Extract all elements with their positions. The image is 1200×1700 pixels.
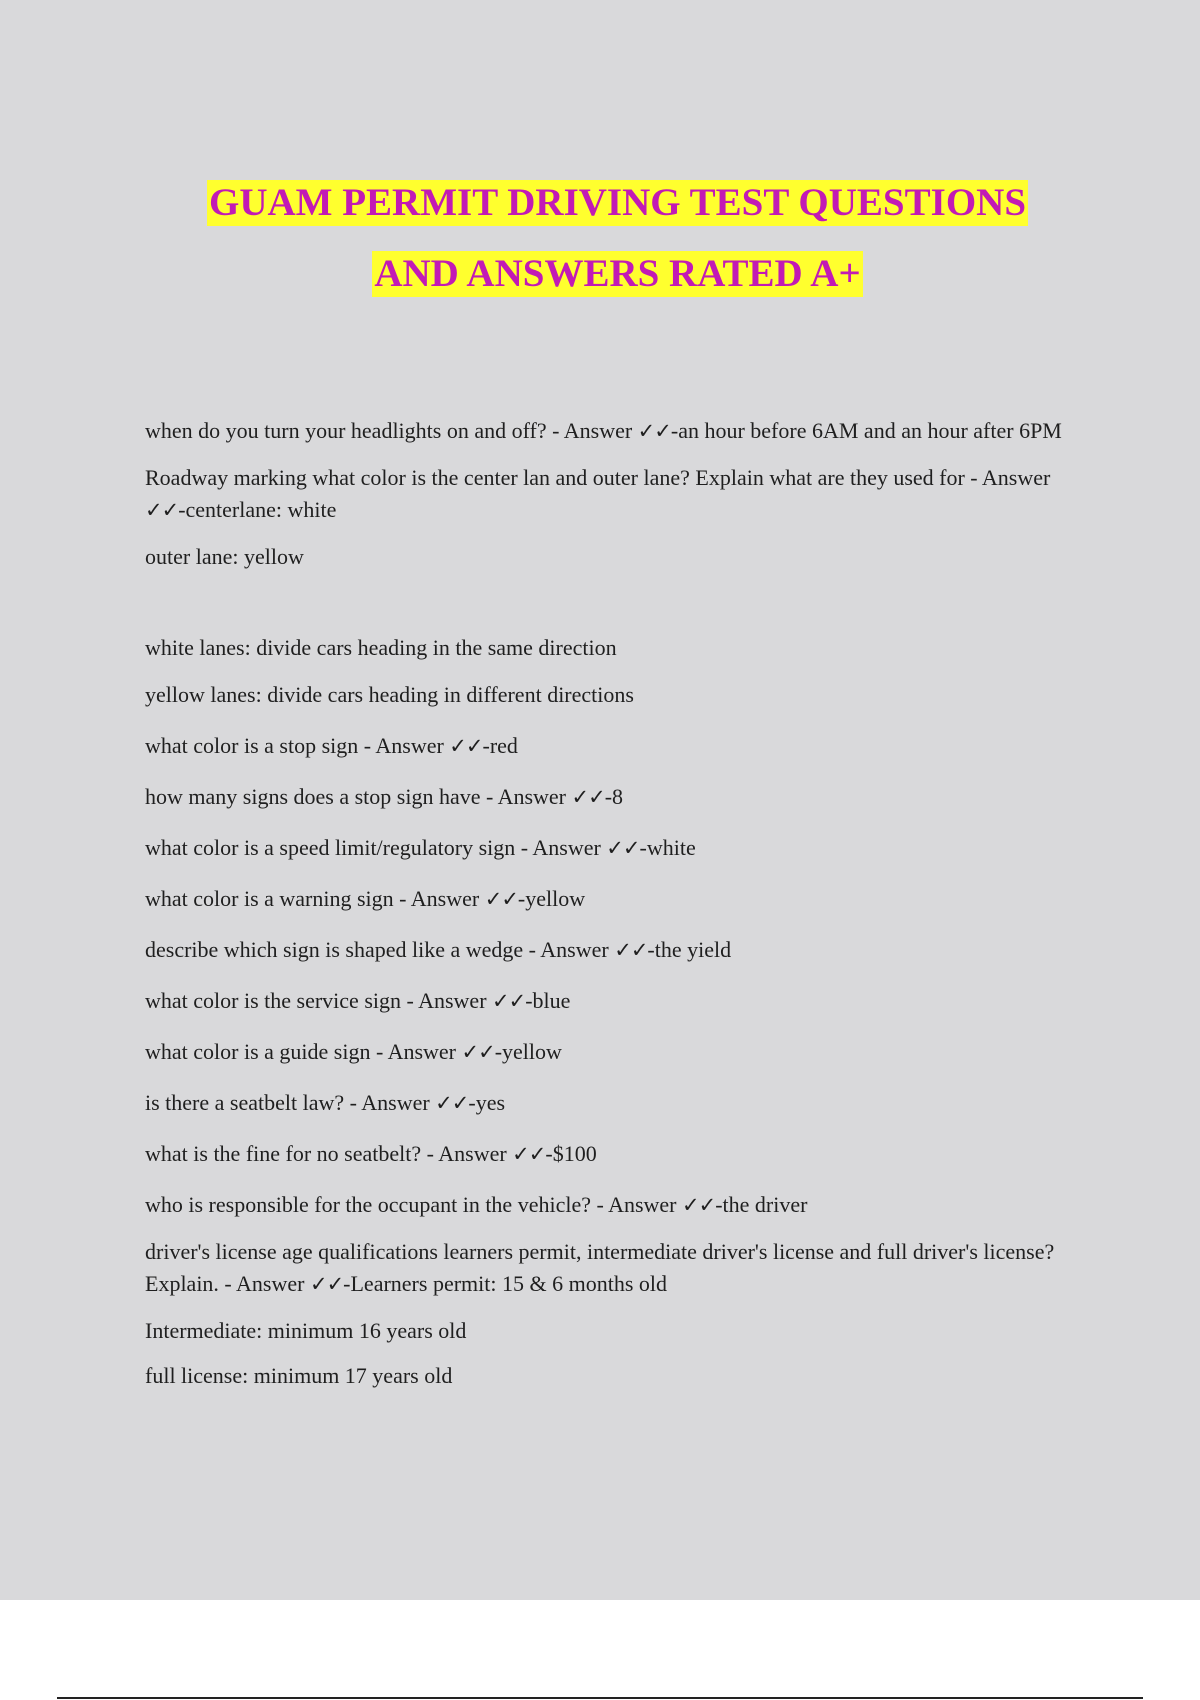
- question-text: what color is a guide sign - Answer: [145, 1039, 462, 1064]
- answer-text: -the yield: [647, 937, 732, 962]
- qa-entry: [145, 1087, 1075, 1119]
- document-title: [0, 180, 1200, 322]
- double-check-icon: ✓✓: [614, 938, 648, 962]
- qa-entry: [145, 1236, 1075, 1300]
- answer-text: -yes: [468, 1090, 506, 1115]
- question-text: is there a seatbelt law? - Answer: [145, 1090, 436, 1115]
- answer-text: -yellow: [494, 1039, 562, 1064]
- answer-continuation: [145, 1360, 1075, 1392]
- question-text: who is responsible for the occupant in the vehicle? - Answer: [145, 1192, 683, 1217]
- answer-text: full license: minimum 17 years old: [145, 1363, 453, 1388]
- qa-entry: [145, 883, 1075, 915]
- double-check-icon: ✓✓: [571, 785, 605, 809]
- question-text: describe which sign is shaped like a wedge - Answer: [145, 937, 615, 962]
- qa-entry: [145, 462, 1075, 526]
- answer-continuation: [145, 541, 1075, 573]
- double-check-icon: ✓✓: [512, 1142, 546, 1166]
- answer-continuation: [145, 1315, 1075, 1347]
- qa-entry: [145, 730, 1075, 762]
- answer-text: -yellow: [517, 886, 586, 911]
- double-check-icon: ✓✓: [484, 887, 518, 911]
- qa-entry: [145, 781, 1075, 813]
- qa-entry: [145, 985, 1075, 1017]
- qa-entry: [145, 934, 1075, 966]
- double-check-icon: ✓✓: [492, 989, 526, 1013]
- answer-text: Intermediate: minimum 16 years old: [145, 1318, 467, 1343]
- double-check-icon: ✓✓: [461, 1040, 495, 1064]
- question-text: when do you turn your headlights on and off? - Answer: [145, 418, 638, 443]
- answer-continuation: [145, 632, 1075, 664]
- question-text: what is the fine for no seatbelt? - Answer: [145, 1141, 513, 1166]
- qa-entry: [145, 415, 1075, 447]
- title-line-1: GUAM PERMIT DRIVING TEST QUESTIONS: [208, 181, 1027, 224]
- question-text: Roadway marking what color is the center lan and outer lane? Explain what are they used for - Answer: [145, 465, 1051, 490]
- answer-text: -an hour before 6AM and an hour after 6PM: [670, 418, 1062, 443]
- answer-text: -blue: [525, 988, 571, 1013]
- double-check-icon: ✓✓: [145, 498, 179, 522]
- answer-text: outer lane: yellow: [145, 544, 304, 569]
- page-divider: [57, 1697, 1143, 1699]
- answer-text: yellow lanes: divide cars heading in different directions: [145, 682, 634, 707]
- answer-text: white lanes: divide cars heading in the same direction: [145, 635, 617, 660]
- question-text: driver's license age qualifications learners permit, intermediate driver's license and full driver's license? Explain. - Answer: [145, 1239, 1055, 1296]
- title-line-2: AND ANSWERS RATED A+: [374, 252, 861, 295]
- question-text: how many signs does a stop sign have - Answer: [145, 784, 572, 809]
- qa-entry: [145, 1189, 1075, 1221]
- double-check-icon: ✓✓: [637, 419, 671, 443]
- double-check-icon: ✓✓: [435, 1091, 469, 1115]
- answer-text: -$100: [545, 1141, 597, 1166]
- qa-entry: [145, 1036, 1075, 1068]
- answer-text: -the driver: [715, 1192, 808, 1217]
- double-check-icon: ✓✓: [449, 734, 483, 758]
- question-text: what color is a speed limit/regulatory sign - Answer: [145, 835, 607, 860]
- question-text: what color is a warning sign - Answer: [145, 886, 485, 911]
- double-check-icon: ✓✓: [682, 1193, 716, 1217]
- double-check-icon: ✓✓: [606, 836, 640, 860]
- answer-text: -white: [639, 835, 696, 860]
- question-text: what color is a stop sign - Answer: [145, 733, 450, 758]
- qa-entry: [145, 832, 1075, 864]
- qa-list: [145, 415, 1075, 1392]
- answer-continuation: [145, 679, 1075, 711]
- answer-text: -centerlane: white: [178, 497, 337, 522]
- answer-text: -red: [482, 733, 518, 758]
- answer-text: -8: [604, 784, 624, 809]
- double-check-icon: ✓✓: [309, 1272, 344, 1296]
- question-text: what color is the service sign - Answer: [145, 988, 493, 1013]
- answer-text: -Learners permit: 15 & 6 months old: [343, 1271, 667, 1296]
- qa-entry: [145, 1138, 1075, 1170]
